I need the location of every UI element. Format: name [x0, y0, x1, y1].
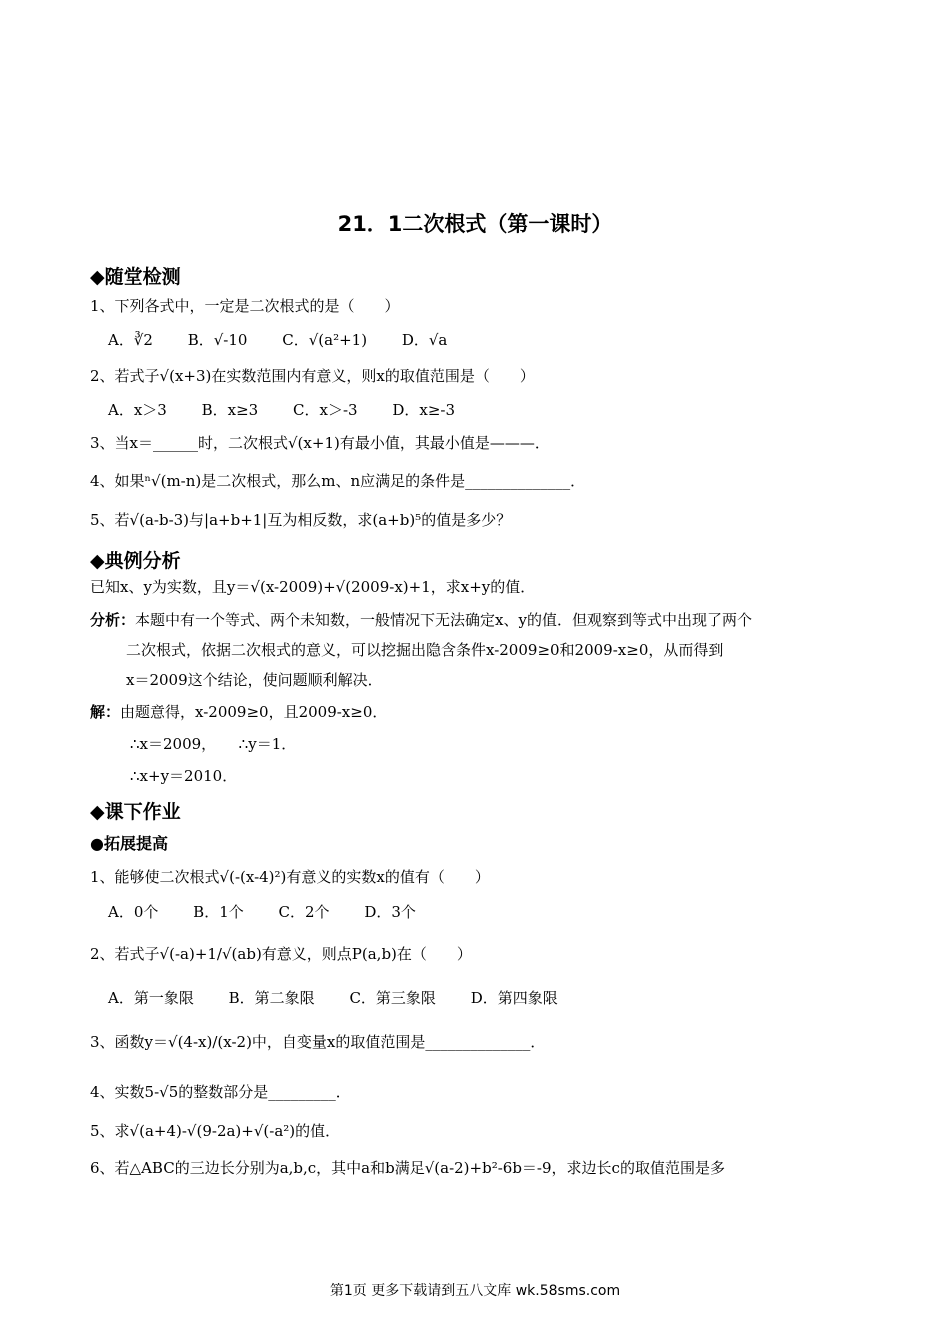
solution-text-1: 由题意得，x-2009≥0，且2009-x≥0．: [120, 703, 388, 721]
check-q4: 4、如果ⁿ√(m-n)是二次根式，那么m、n应满足的条件是______________．: [90, 472, 586, 490]
example-analysis-line-1: [90, 610, 752, 630]
extend-q5: 5、求√(a+4)-√(9-2a)+√(-a²)的值．: [90, 1122, 341, 1140]
analysis-text-1: 本题中有一个等式、两个未知数，一般情况下无法确定x、y的值．但观察到等式中出现了两个: [135, 611, 752, 629]
option-a: A．x＞3: [108, 401, 167, 419]
option-b: B．√-10: [187, 331, 248, 349]
example-problem: 已知x、y为实数，且y＝√(x-2009)+√(2009-x)+1，求x+y的值．: [90, 578, 536, 596]
solution-label: 解：: [90, 703, 121, 721]
example-analysis-line-3: x＝2009这个结论，使问题顺利解决．: [126, 671, 383, 689]
check-q2-options: [108, 400, 485, 420]
extend-q2-options: [108, 988, 588, 1008]
page-title: 21．1二次根式（第一课时）: [337, 212, 613, 236]
example-solution-line-3: ∴x+y＝2010．: [130, 767, 238, 785]
extend-q6: 6、若△ABC的三边长分别为a,b,c，其中a和b满足√(a-2)+b²-6b＝-9，求边长c的取值范围是多: [90, 1159, 725, 1177]
example-analysis-line-2: 二次根式，依据二次根式的意义，可以挖掘出隐含条件x-2009≥0和2009-x≥0，从而得到: [126, 641, 724, 659]
page-footer: 第1页 更多下载请到五八文库 wk.58sms.com: [329, 1283, 621, 1299]
option-d: D．第四象限: [470, 989, 558, 1007]
extend-q3: 3、函数y＝√(4-x)/(x-2)中，自变量x的取值范围是______________．: [90, 1033, 546, 1051]
section-check-heading: ◆随堂检测: [90, 266, 181, 288]
check-q1-options: [108, 330, 477, 350]
option-d: D．√a: [401, 331, 448, 349]
extend-q4: 4、实数5-√5的整数部分是_________．: [90, 1083, 351, 1101]
option-d: D．3个: [364, 903, 416, 921]
option-b: B．x≥3: [201, 401, 259, 419]
extend-q2: 2、若式子√(-a)+1/√(ab)有意义，则点P(a,b)在（ ）: [90, 945, 472, 963]
option-c: C．2个: [278, 903, 330, 921]
option-a: A．∛2: [108, 331, 153, 349]
option-c: C．x＞-3: [293, 401, 358, 419]
check-q3: 3、当x＝______时，二次根式√(x+1)有最小值，其最小值是———．: [90, 434, 550, 452]
subsection-extend-heading: ●拓展提高: [90, 834, 168, 853]
analysis-label: 分析：: [90, 611, 136, 629]
extend-q1-options: [108, 902, 446, 922]
option-d: D．x≥-3: [392, 401, 456, 419]
option-c: C．√(a²+1): [282, 331, 368, 349]
option-c: C．第三象限: [349, 989, 436, 1007]
option-a: A．0个: [108, 903, 159, 921]
section-homework-heading: ◆课下作业: [90, 801, 181, 823]
option-a: A．第一象限: [108, 989, 194, 1007]
check-q1: 1、下列各式中，一定是二次根式的是（ ）: [90, 297, 400, 315]
check-q2: 2、若式子√(x+3)在实数范围内有意义，则x的取值范围是（ ）: [90, 367, 535, 385]
check-q5: 5、若√(a-b-3)与|a+b+1|互为相反数，求(a+b)⁵的值是多少？: [90, 511, 512, 529]
example-solution-line-2: ∴x＝2009， ∴y＝1．: [130, 735, 297, 753]
example-solution-line-1: [90, 702, 387, 722]
extend-q1: 1、能够使二次根式√(-(x-4)²)有意义的实数x的值有（ ）: [90, 868, 490, 886]
section-example-heading: ◆典例分析: [90, 550, 181, 572]
option-b: B．第二象限: [228, 989, 315, 1007]
option-b: B．1个: [193, 903, 244, 921]
